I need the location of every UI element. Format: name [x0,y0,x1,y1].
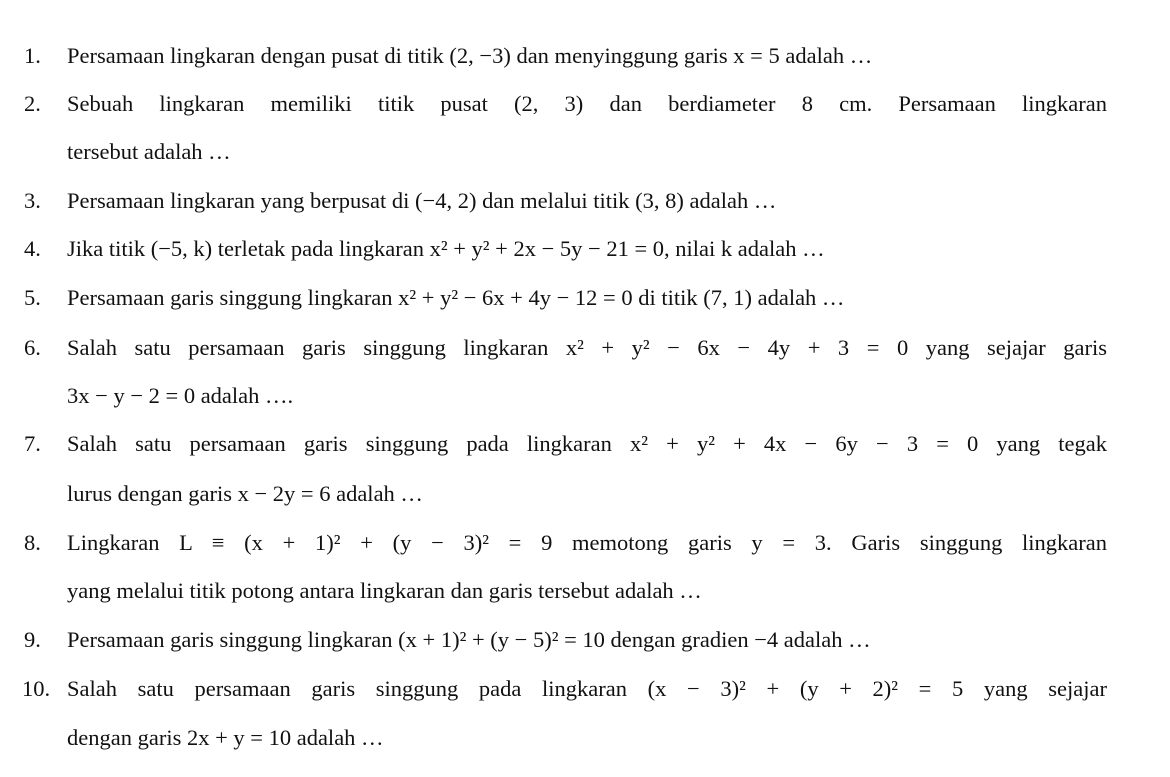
problem-number: 9. [24,627,41,652]
problem-number: 1. [24,43,41,68]
problem-number: 8. [24,530,41,555]
problem-text: Persamaan lingkaran yang berpusat di (−4, 2) dan melalui titik (3, 8) adalah … [67,188,777,213]
problem-number: 6. [24,335,41,360]
problem-text: Persamaan garis singgung lingkaran (x + 1)² + (y − 5)² = 10 dengan gradien −4 adalah … [67,627,871,652]
problem-number: 3. [24,188,41,213]
problem-text: Persamaan lingkaran dengan pusat di titik (2, −3) dan menyinggung garis x = 5 adalah … [67,43,873,68]
problem-text: Jika titik (−5, k) terletak pada lingkaran x² + y² + 2x − 5y − 21 = 0, nilai k adalah … [67,236,825,261]
problem-text-continued: tersebut adalah … [67,139,231,164]
problem-number: 10. [22,676,51,701]
problem-number: 7. [24,431,41,456]
problem-text-continued: yang melalui titik potong antara lingkaran dan garis tersebut adalah … [67,578,702,603]
problem-text: Lingkaran L ≡ (x + 1)² + (y − 3)² = 9 memotong garis y = 3. Garis singgung lingkaran [67,530,1107,555]
problem-text-continued: 3x − y − 2 = 0 adalah …. [67,383,294,408]
problem-text: Sebuah lingkaran memiliki titik pusat (2, 3) dan berdiameter 8 cm. Persamaan lingkaran [67,91,1107,116]
problem-number: 2. [24,91,41,116]
problem-text-continued: lurus dengan garis x − 2y = 6 adalah … [67,481,423,506]
problem-text: Persamaan garis singgung lingkaran x² + y² − 6x + 4y − 12 = 0 di titik (7, 1) adalah … [67,285,845,310]
problem-number: 4. [24,236,41,261]
problem-text: Salah satu persamaan garis singgung lingkaran x² + y² − 6x − 4y + 3 = 0 yang sejajar garis [67,335,1107,360]
problem-text: Salah satu persamaan garis singgung pada lingkaran (x − 3)² + (y + 2)² = 5 yang sejajar [67,676,1107,701]
problem-text: Salah satu persamaan garis singgung pada lingkaran x² + y² + 4x − 6y − 3 = 0 yang tegak [67,431,1107,456]
problem-text-continued: dengan garis 2x + y = 10 adalah … [67,725,384,750]
problem-number: 5. [24,285,41,310]
